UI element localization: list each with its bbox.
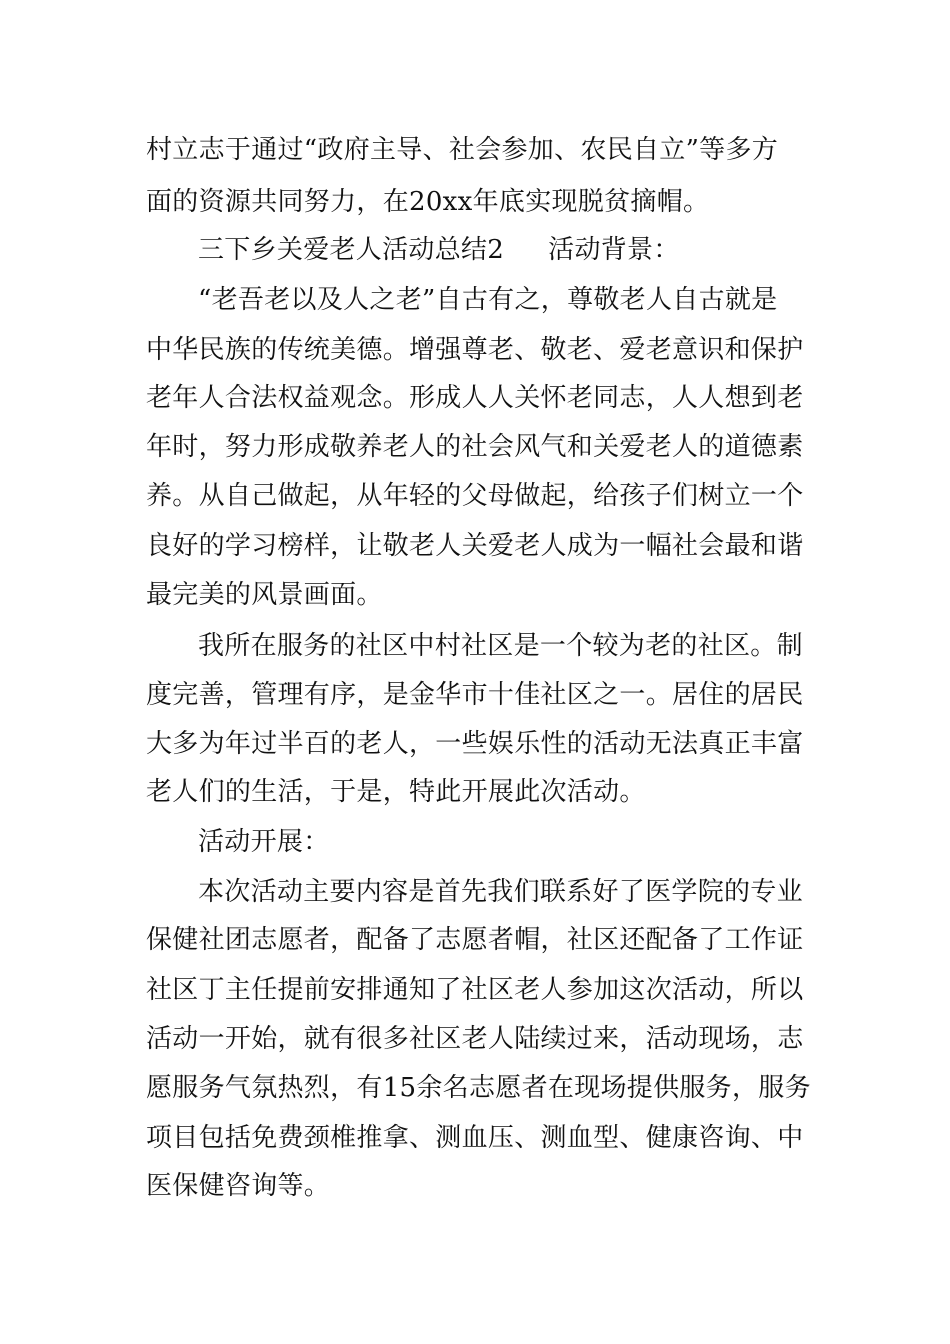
section-heading: 活动开展： <box>198 827 330 857</box>
text-line: 老年人合法权益观念。形成人人关怀老同志，人人想到老 <box>146 383 804 413</box>
text-line: 活动一开始，就有很多社区老人陆续过来，活动现场，志 <box>146 1024 804 1054</box>
text-line: 大多为年过半百的老人，一些娱乐性的活动无法真正丰富 <box>146 729 804 759</box>
text-line: 医保健咨询等。 <box>146 1171 331 1201</box>
text-line: 最完美的风景画面。 <box>146 580 383 610</box>
paragraph-first-line: 本次活动主要内容是首先我们联系好了医学院的专业 <box>198 877 803 907</box>
text-line: 老人们的生活，于是，特此开展此次活动。 <box>146 777 646 807</box>
section-heading-line <box>198 228 858 272</box>
text-line: 年时，努力形成敬养老人的社会风气和关爱老人的道德素 <box>146 432 804 462</box>
text-line: 项目包括免费颈椎推拿、测血压、测血型、健康咨询、中 <box>146 1123 804 1153</box>
section-subtitle: 活动背景： <box>548 235 680 265</box>
text-line: 养。从自己做起，从年轻的父母做起，给孩子们树立一个 <box>146 481 804 511</box>
text-line: 愿服务气氛热烈，有15余名志愿者在现场提供服务，服务 <box>146 1073 811 1103</box>
paragraph-first-line: 我所在服务的社区中村社区是一个较为老的社区。制 <box>198 631 803 661</box>
section-title: 三下乡关爱老人活动总结2 <box>198 235 505 265</box>
text-line: 中华民族的传统美德。增强尊老、敬老、爱老意识和保护 <box>146 335 804 365</box>
text-line: 良好的学习榜样，让敬老人关爱老人成为一幅社会最和谐 <box>146 531 804 561</box>
text-line: 保健社团志愿者，配备了志愿者帽，社区还配备了工作证 <box>146 925 804 955</box>
text-line: 度完善，管理有序，是金华市十佳社区之一。居住的居民 <box>146 680 804 710</box>
text-line: 面的资源共同努力，在20xx年底实现脱贫摘帽。 <box>146 187 710 217</box>
paragraph-first-line: “老吾老以及人之老”自古有之，尊敬老人自古就是 <box>198 285 778 315</box>
text-line: 村立志于通过“政府主导、社会参加、农民自立”等多方 <box>146 135 779 165</box>
text-line: 社区丁主任提前安排通知了社区老人参加这次活动，所以 <box>146 975 804 1005</box>
